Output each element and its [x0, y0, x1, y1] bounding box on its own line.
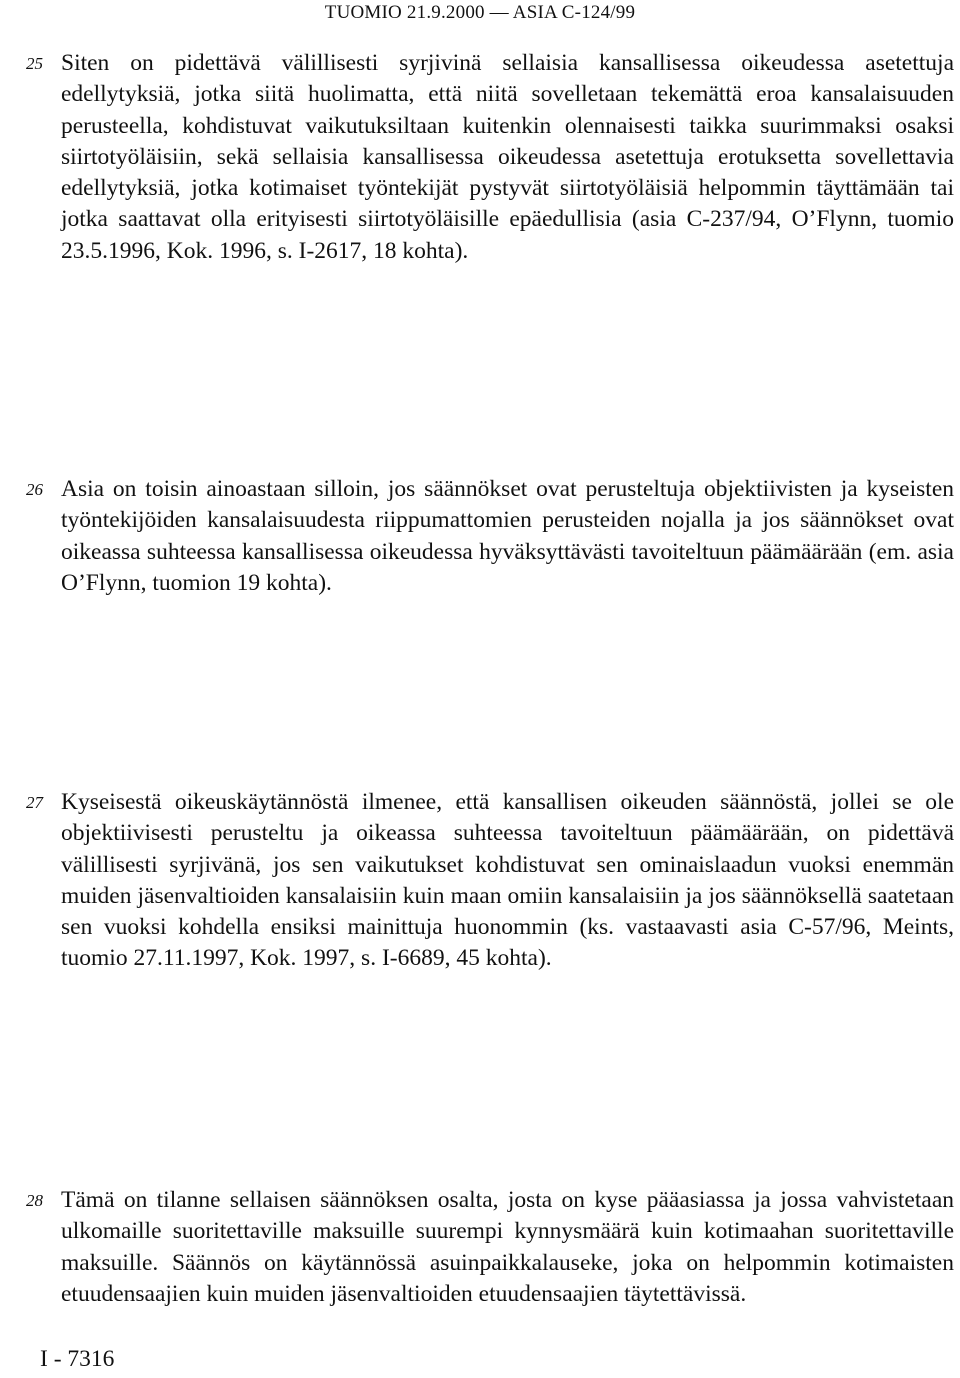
running-header: TUOMIO 21.9.2000 — ASIA C-124/99	[324, 2, 636, 23]
page-number: I - 7316	[40, 1346, 115, 1372]
paragraph-text: Kyseisestä oikeuskäytännöstä ilmenee, että kansallisen oikeuden säännöstä, jollei se ole objektiivisesti perusteltu ja oikeassa suhteessa tavoiteltuun päämäärään, on pidettävä välillisesti syrjivänä, jos sen vaikutukset kohdistuvat sen ominaislaadun vuoksi enemmän muiden jäsenvaltioiden kansalaisiin kuin maan omiin kansalaisiin ja jos säännöksellä saatetaan sen vuoksi kohdella ensiksi mainittuja huonommin (ks. vastaavasti asia C-57/96, Meints, tuomio 27.11.1997, Kok. 1997, s. I-6689, 45 kohta).	[61, 789, 954, 972]
paragraph-text: Tämä on tilanne sellaisen säännöksen osalta, josta on kyse pääasiassa ja jossa vahvistetaan ulkomaille suoritettaville maksuille suurempi kynnysmäärä kuin kotimaahan suoritettaville maksuille. Säännös on käytännössä asuinpaikkalauseke, joka on helpommin kotimaisten etuudensaajien kuin muiden jäsenvaltioiden etuudensaajien täytettävissä.	[61, 1187, 954, 1307]
paragraph-text: Siten on pidettävä välillisesti syrjivinä sellaisia kansallisessa oikeudessa asetettuja edellytyksiä, jotka siitä huolimatta, että niitä sovelletaan tekemättä eroa kansalaisuuden perusteella, kohdistuvat vaikutuksiltaan kuitenkin olennaisesti taikka suurimmaksi osaksi siirtotyöläisiin, sekä sellaisia kansallisessa oikeudessa asetettuja erotuksetta sovellettavia edellytyksiä, jotka kotimaiset työntekijät pystyvät siirtotyöläisiä helpommin täyttämään tai jotka saattavat olla erityisesti siirtotyöläisille epäedullisia (asia C-237/94, O’Flynn, tuomio 23.5.1996, Kok. 1996, s. I-2617, 18 kohta).	[61, 50, 954, 264]
paragraph-number: 25	[26, 54, 43, 73]
paragraph-number: 26	[26, 480, 43, 499]
paragraph-number: 28	[26, 1191, 43, 1210]
paragraph-number: 27	[26, 793, 43, 812]
paragraph-text: Asia on toisin ainoastaan silloin, jos säännökset ovat perusteltuja objektiivisten ja kyseisten työntekijöiden kansalaisuudesta riippumattomien perusteiden nojalla ja jos säännökset ovat oikeassa suhteessa kansallisessa oikeudessa hyväksyttävästi tavoiteltuun päämäärään (em. asia O’Flynn, tuomion 19 kohta).	[61, 476, 954, 596]
